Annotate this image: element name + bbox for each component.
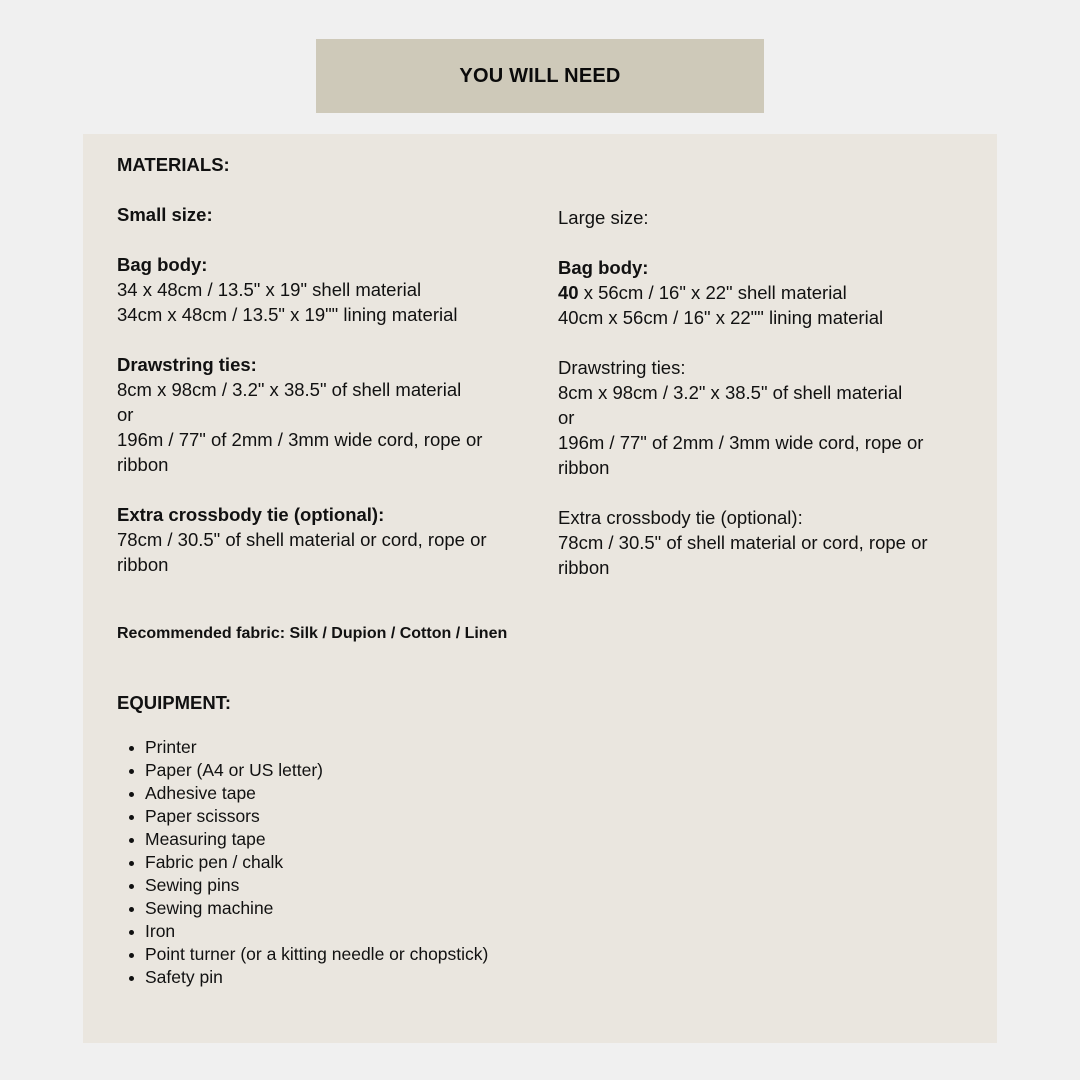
large-ties-line: 8cm x 98cm / 3.2" x 38.5" of shell material xyxy=(558,382,903,403)
small-bag-body-label: Bag body: xyxy=(117,254,208,275)
list-item: Paper scissors xyxy=(117,805,537,828)
large-ties-or: or xyxy=(558,407,575,428)
small-ties-line: 196m / 77" of 2mm / 3mm wide cord, rope or ribbon xyxy=(117,429,483,475)
large-extra-line: 78cm / 30.5" of shell material or cord, rope or ribbon xyxy=(558,532,928,578)
list-item: Point turner (or a kitting needle or chopstick) xyxy=(117,943,537,966)
list-item: Iron xyxy=(117,920,537,943)
list-item: Sewing machine xyxy=(117,897,537,920)
list-item: Safety pin xyxy=(117,966,537,989)
list-item: Printer xyxy=(117,736,537,759)
equipment-heading: EQUIPMENT: xyxy=(117,692,232,713)
small-bag-body-line: 34cm x 48cm / 13.5" x 19"" lining material xyxy=(117,304,458,325)
small-ties-line: 8cm x 98cm / 3.2" x 38.5" of shell material xyxy=(117,379,462,400)
list-item: Adhesive tape xyxy=(117,782,537,805)
large-bag-body-label: Bag body: xyxy=(558,257,649,278)
list-item: Measuring tape xyxy=(117,828,537,851)
header-banner xyxy=(316,39,764,113)
large-bag-body-line: 40cm x 56cm / 16" x 22"" lining material xyxy=(558,307,884,328)
page-title: YOU WILL NEED xyxy=(459,64,621,87)
large-size-label: Large size: xyxy=(558,207,649,228)
small-size-column xyxy=(117,152,537,989)
large-bag-body-rest: x 56cm / 16" x 22" shell material xyxy=(578,282,847,303)
large-bag-body-line xyxy=(558,280,978,305)
small-size-label: Small size: xyxy=(117,204,213,225)
small-extra-label: Extra crossbody tie (optional): xyxy=(117,504,385,525)
large-bag-body-width: 40 xyxy=(558,282,579,303)
recommended-fabric: Recommended fabric: Silk / Dupion / Cotton / Linen xyxy=(117,625,508,642)
list-item: Fabric pen / chalk xyxy=(117,851,537,874)
small-extra-line: 78cm / 30.5" of shell material or cord, rope or ribbon xyxy=(117,529,487,575)
small-bag-body-line: 34 x 48cm / 13.5" x 19" shell material xyxy=(117,279,422,300)
large-ties-label: Drawstring ties: xyxy=(558,357,686,378)
list-item: Sewing pins xyxy=(117,874,537,897)
large-size-column xyxy=(558,205,978,580)
small-ties-or: or xyxy=(117,404,134,425)
materials-heading: MATERIALS: xyxy=(117,154,230,175)
small-ties-label: Drawstring ties: xyxy=(117,354,257,375)
equipment-list xyxy=(117,736,537,989)
list-item: Paper (A4 or US letter) xyxy=(117,759,537,782)
content-panel xyxy=(83,134,997,1043)
large-extra-label: Extra crossbody tie (optional): xyxy=(558,507,803,528)
large-ties-line: 196m / 77" of 2mm / 3mm wide cord, rope or ribbon xyxy=(558,432,924,478)
